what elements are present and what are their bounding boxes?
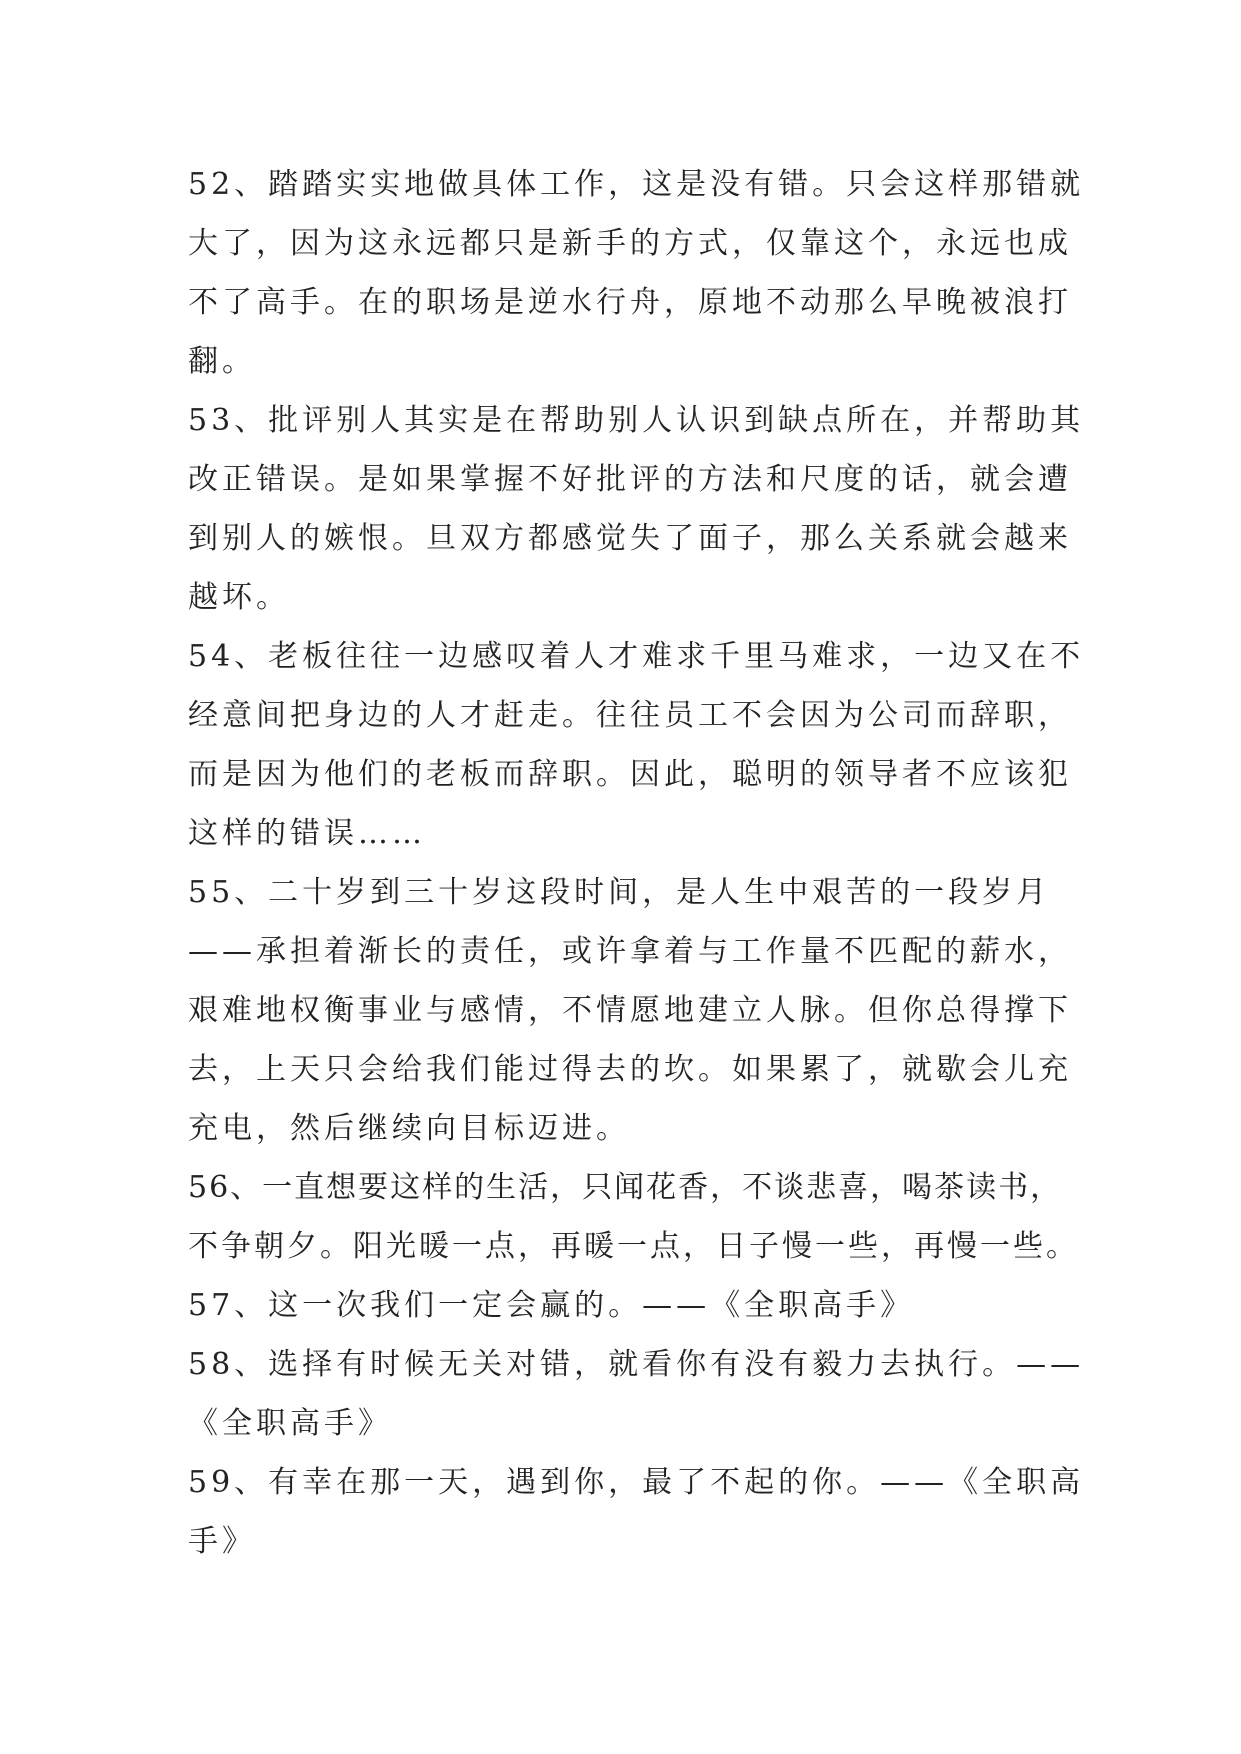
text-line: 而是因为他们的老板而辞职。因此，聪明的领导者不应该犯 xyxy=(188,757,1072,792)
text-line: 55、二十岁到三十岁这段时间，是人生中艰苦的一段岁月 xyxy=(188,875,1051,910)
text-line: 去，上天只会给我们能过得去的坎。如果累了，就歇会儿充 xyxy=(188,1052,1072,1087)
text-line: 不争朝夕。阳光暖一点，再暖一点，日子慢一些，再慢一些。 xyxy=(188,1229,1079,1264)
text-line: 翻。 xyxy=(188,344,256,379)
text-line: 艰难地权衡事业与感情，不情愿地建立人脉。但你总得撑下 xyxy=(188,993,1072,1028)
text-line: 改正错误。是如果掌握不好批评的方法和尺度的话，就会遭 xyxy=(188,462,1072,497)
text-line: 手》 xyxy=(188,1524,256,1559)
text-line: 53、批评别人其实是在帮助别人认识到缺点所在，并帮助其 xyxy=(188,403,1085,438)
text-line: 56、一直想要这样的生活，只闻花香，不谈悲喜，喝茶读书， xyxy=(188,1170,1063,1205)
text-line: 经意间把身边的人才赶走。往往员工不会因为公司而辞职， xyxy=(188,698,1072,733)
text-line: 不了高手。在的职场是逆水行舟，原地不动那么早晚被浪打 xyxy=(188,285,1072,320)
text-line: 这样的错误…… xyxy=(188,816,426,851)
text-line: 到别人的嫉恨。旦双方都感觉失了面子，那么关系就会越来 xyxy=(188,521,1072,556)
document-body xyxy=(188,155,1085,1571)
text-line: 59、有幸在那一天，遇到你，最了不起的你。——《全职高 xyxy=(188,1465,1085,1500)
text-line: 《全职高手》 xyxy=(188,1406,392,1441)
text-line: 54、老板往往一边感叹着人才难求千里马难求，一边又在不 xyxy=(188,639,1085,674)
text-line: ——承担着渐长的责任，或许拿着与工作量不匹配的薪水， xyxy=(188,934,1072,969)
text-line: 52、踏踏实实地做具体工作，这是没有错。只会这样那错就 xyxy=(188,167,1085,202)
text-line: 越坏。 xyxy=(188,580,290,615)
text-line: 充电，然后继续向目标迈进。 xyxy=(188,1111,630,1146)
text-line: 58、选择有时候无关对错，就看你有没有毅力去执行。—— xyxy=(188,1347,1085,1382)
text-line: 大了，因为这永远都只是新手的方式，仅靠这个，永远也成 xyxy=(188,226,1072,261)
text-line: 57、这一次我们一定会赢的。——《全职高手》 xyxy=(188,1288,915,1323)
